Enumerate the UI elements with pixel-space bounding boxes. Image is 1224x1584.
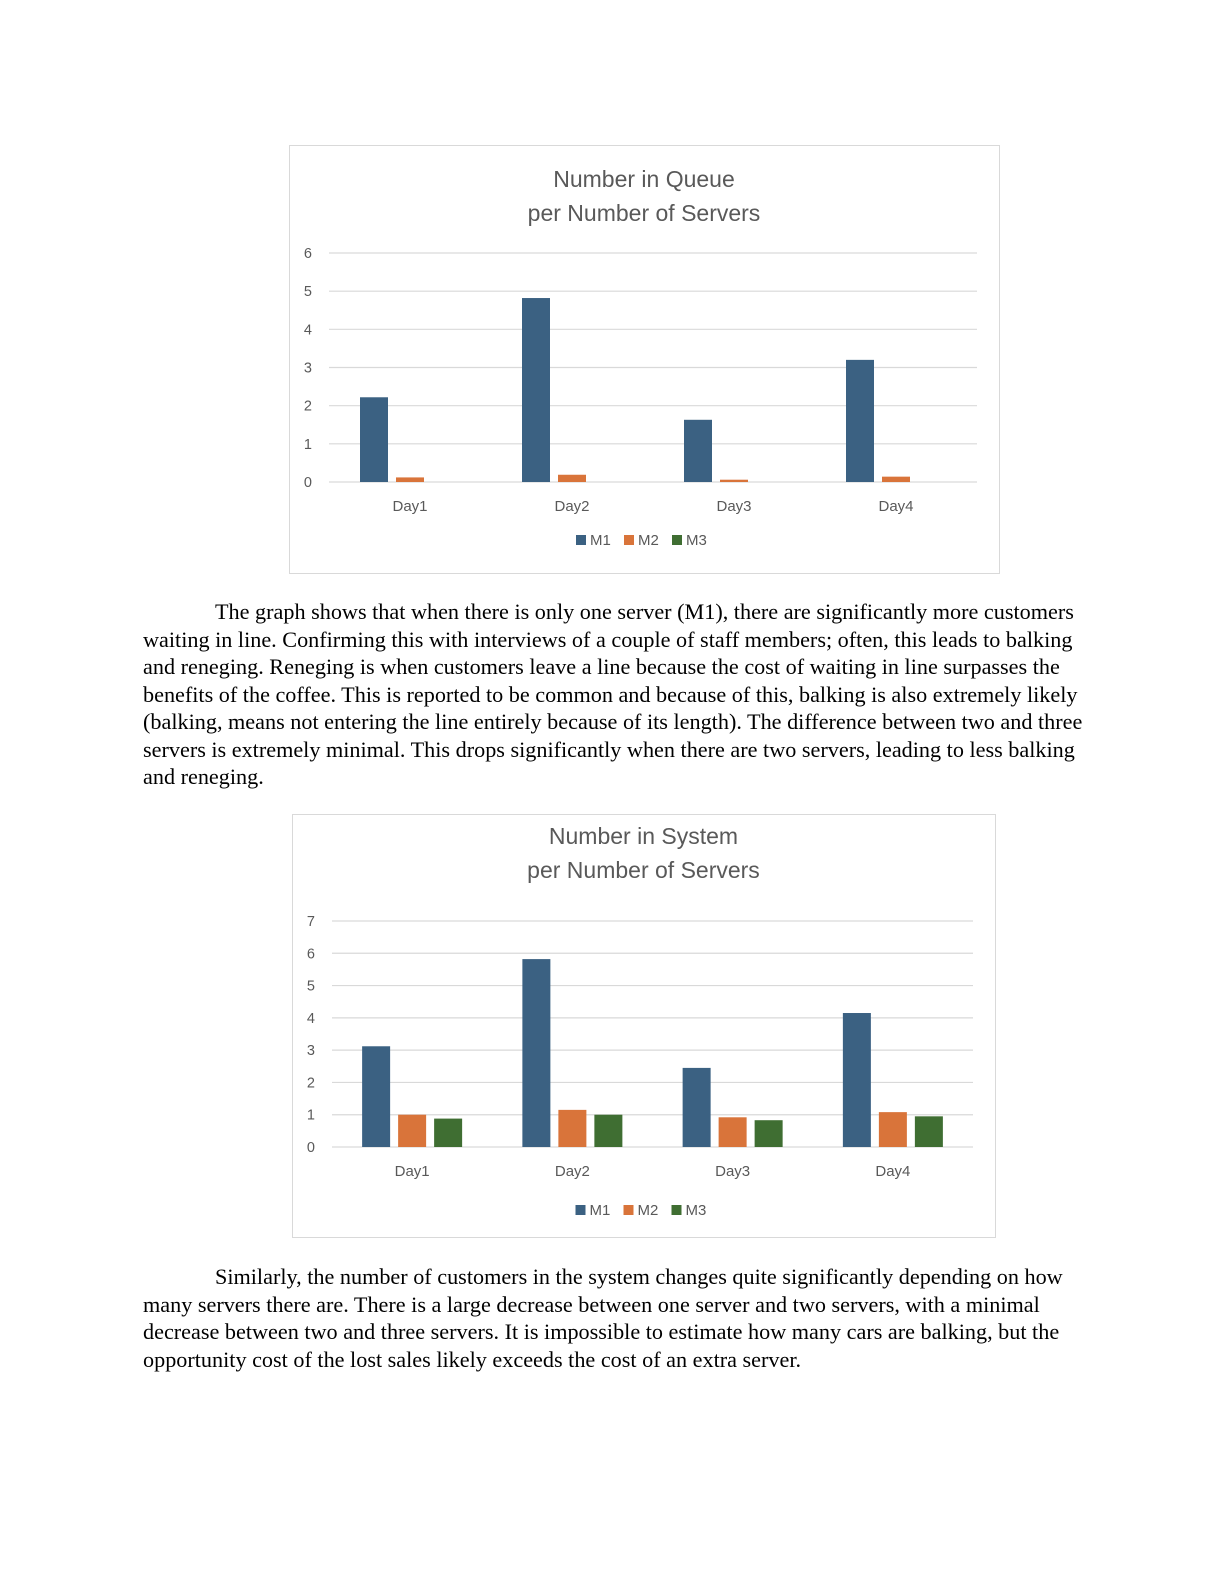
bar-m2-day2: [558, 1110, 586, 1147]
chart-subtitle: per Number of Servers: [527, 857, 760, 883]
legend-swatch-m3: [672, 1205, 682, 1215]
y-tick-label: 1: [303, 436, 312, 453]
bar-m2-day1: [396, 477, 424, 482]
bar-m2-day1: [398, 1115, 426, 1147]
bar-m3-day1: [434, 1119, 462, 1147]
y-tick-label: 5: [306, 978, 315, 995]
legend-label-m3: M3: [685, 1202, 707, 1219]
x-category-label: Day4: [875, 1163, 911, 1180]
queue-chart: [289, 145, 1000, 574]
bar-m1-day3: [683, 1068, 711, 1147]
y-tick-label: 3: [303, 360, 312, 377]
legend-label-m3: M3: [686, 532, 707, 549]
bar-m1-day2: [522, 959, 550, 1147]
bar-m2-day4: [879, 1112, 907, 1147]
x-category-label: Day2: [554, 498, 590, 515]
y-tick-label: 7: [306, 914, 315, 930]
bar-m1-day4: [846, 360, 874, 482]
x-category-label: Day3: [715, 1163, 751, 1180]
bar-m1-day2: [522, 298, 550, 482]
x-category-label: Day2: [554, 1163, 590, 1180]
legend-swatch-m1: [576, 1205, 586, 1215]
system-chart: [292, 814, 996, 1238]
y-tick-label: 0: [303, 475, 312, 491]
bar-m1-day1: [362, 1046, 390, 1147]
bar-m3-day3: [755, 1120, 783, 1147]
legend-swatch-m2: [624, 535, 634, 545]
y-tick-label: 0: [306, 1140, 315, 1156]
y-tick-label: 4: [303, 322, 312, 339]
chart-title: Number in System: [548, 823, 739, 849]
y-tick-label: 2: [306, 1075, 315, 1092]
y-tick-label: 3: [306, 1043, 315, 1060]
legend-label-m1: M1: [589, 1202, 611, 1219]
x-category-label: Day1: [392, 498, 428, 515]
legend-label-m1: M1: [590, 532, 611, 549]
y-tick-label: 4: [306, 1010, 315, 1027]
y-tick-label: 5: [303, 284, 312, 301]
chart-subtitle: per Number of Servers: [527, 200, 761, 226]
paragraph-queue-analysis: The graph shows that when there is only one server (M1), there are significantly more customers waiting in line. Confirming this with interviews of a couple of staff members; often, this leads to balking and reneging. Reneging is when customers leave a line because the cost of waiting in line surpasses the benefits of the coffee. This is reported to be common and because of this, balking is also extremely likely (balking, means not entering the line entirely because of its length). The difference between two and three servers is extremely minimal. This drops significantly when there are two servers, leading to less balking and reneging.: [143, 599, 1083, 789]
legend-label-m2: M2: [638, 532, 659, 549]
bar-m2-day2: [558, 475, 586, 482]
bar-m3-day4: [915, 1116, 943, 1147]
bar-m3-day2: [594, 1115, 622, 1147]
bar-m2-day4: [882, 477, 910, 482]
x-category-label: Day1: [394, 1163, 430, 1180]
bar-m2-day3: [719, 1117, 747, 1147]
legend-swatch-m1: [576, 535, 586, 545]
y-tick-label: 6: [306, 946, 315, 963]
y-tick-label: 1: [306, 1107, 315, 1124]
system-chart-svg: [293, 815, 994, 1236]
y-tick-label: 2: [303, 398, 312, 415]
legend-swatch-m3: [672, 535, 682, 545]
x-category-label: Day4: [878, 498, 914, 515]
legend-label-m2: M2: [637, 1202, 659, 1219]
x-category-label: Day3: [716, 498, 752, 515]
bar-m1-day1: [360, 397, 388, 482]
legend-swatch-m2: [624, 1205, 634, 1215]
bar-m2-day3: [720, 480, 748, 482]
y-tick-label: 6: [303, 246, 312, 262]
paragraph-system-analysis: Similarly, the number of customers in the system changes quite significantly depending on how many servers there are. There is a large decrease between one server and two servers, with a minimal decrease between two and three servers. It is impossible to estimate how many cars are balking, but the opportunity cost of the lost sales likely exceeds the cost of an extra server.: [143, 1264, 1063, 1372]
bar-m1-day3: [684, 420, 712, 482]
chart-title: Number in Queue: [553, 166, 735, 192]
bar-m1-day4: [843, 1013, 871, 1147]
queue-chart-svg: [290, 146, 998, 572]
